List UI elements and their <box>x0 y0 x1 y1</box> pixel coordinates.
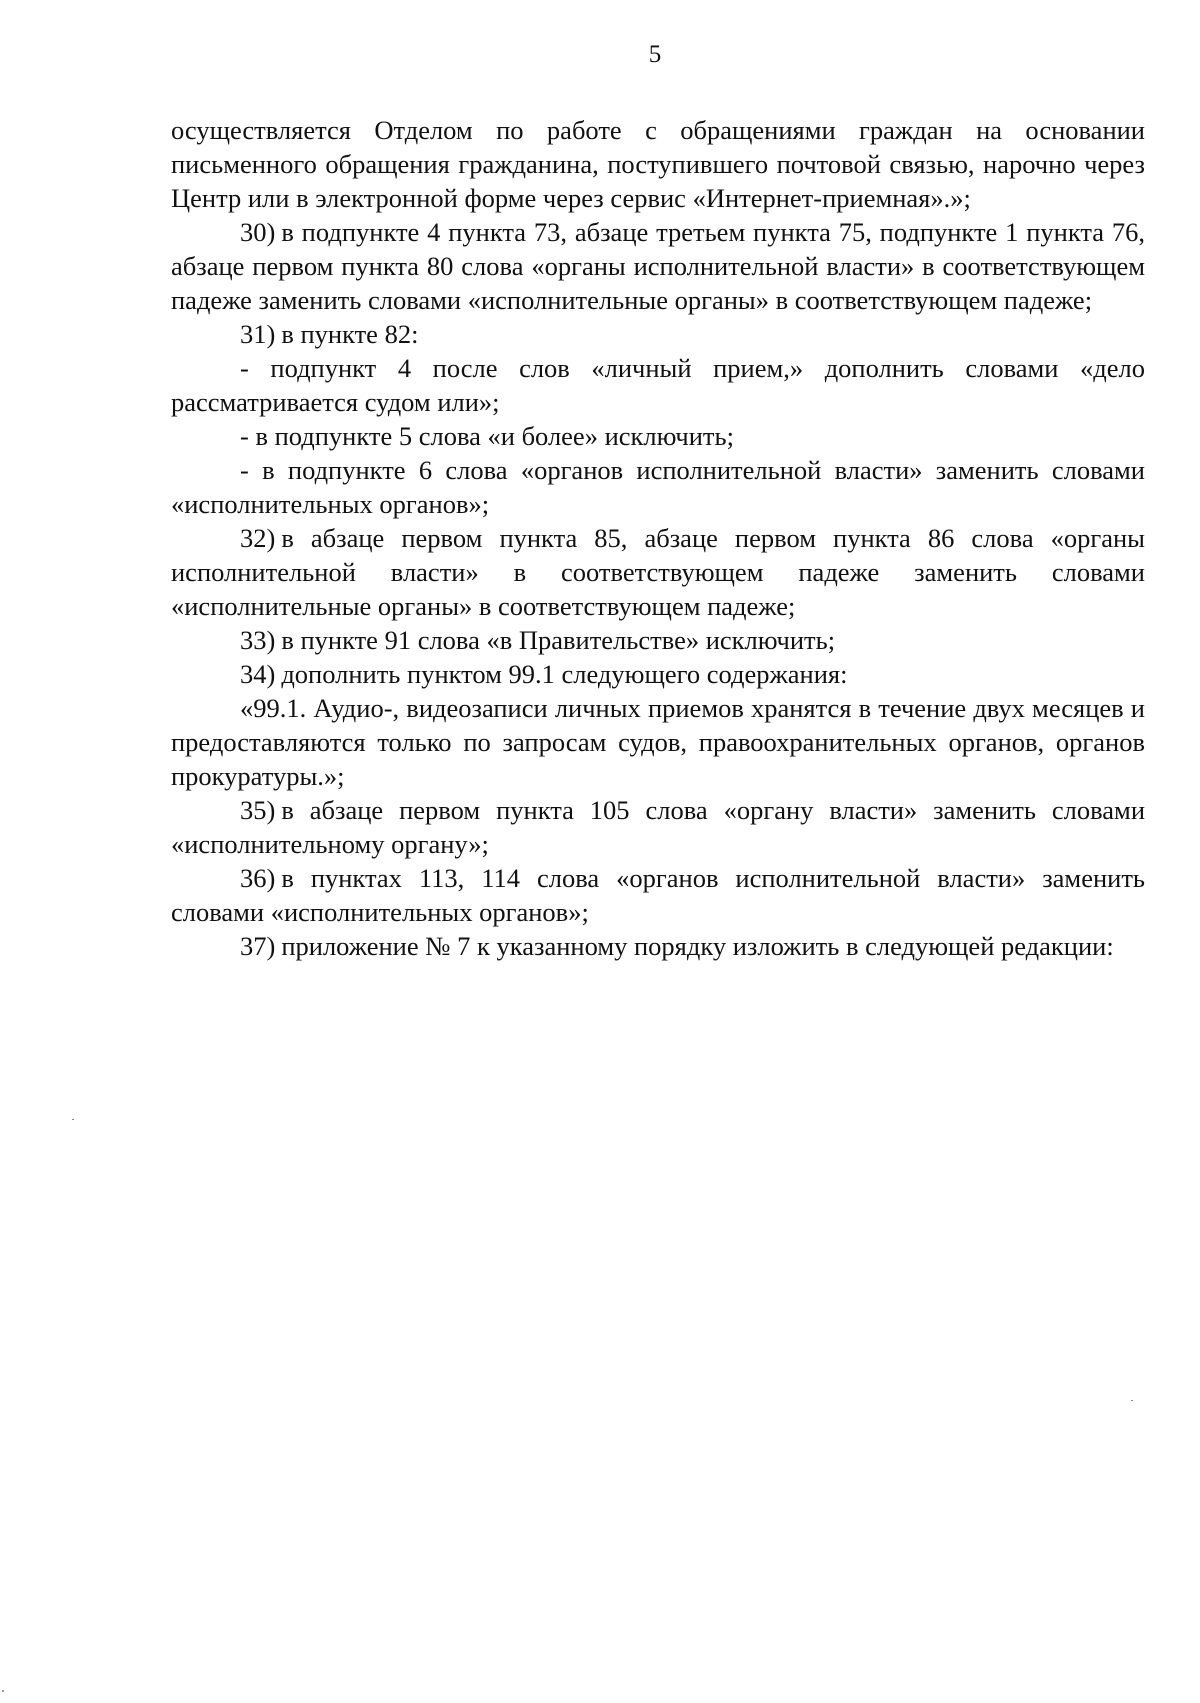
list-item-34 <box>171 657 1145 691</box>
list-item-33 <box>171 623 1145 657</box>
sub-item-text: - подпункт 4 после слов «личный прием,» дополнить словами «дело рассматривается судом или»; <box>171 353 1145 417</box>
item-text: приложение № 7 к указанному порядку изложить в следующей редакции: <box>281 931 1114 961</box>
item-text: в подпункте 4 пункта 73, абзаце третьем пункта 75, подпункте 1 пункта 76, абзаце первом пункта 80 слова «органы исполнительной власти» в соответствующем падеже заменить словами «исполнительные органы» в соответствующем падеже; <box>171 217 1145 315</box>
item-text: дополнить пунктом 99.1 следующего содержания: <box>281 659 848 689</box>
list-item-36 <box>171 861 1145 929</box>
paragraph-text: осуществляется Отделом по работе с обращениями граждан на основании письменного обращения гражданина, поступившего почтовой связью, нарочно через Центр или в электронной форме через сервис «Интернет-приемная».»; <box>171 115 1145 213</box>
page-number: 5 <box>648 41 662 68</box>
item-number: 37) <box>240 931 276 961</box>
list-item-32 <box>171 521 1145 623</box>
list-item-37 <box>171 929 1145 963</box>
list-item-30 <box>171 215 1145 317</box>
sub-item-2 <box>171 419 1145 453</box>
item-number: 36) <box>240 863 276 893</box>
document-body <box>171 113 1145 963</box>
item-number: 32) <box>240 523 276 553</box>
item-number: 33) <box>240 625 276 655</box>
sub-item-text: - в подпункте 5 слова «и более» исключить; <box>240 421 734 451</box>
sub-item-3 <box>171 453 1145 521</box>
sub-item-text: - в подпункте 6 слова «органов исполнительной власти» заменить словами «исполнительных органов»; <box>171 455 1145 519</box>
item-text: в пунктах 113, 114 слова «органов исполнительной власти» заменить словами «исполнительных органов»; <box>171 863 1145 927</box>
item-number: 31) <box>240 319 276 349</box>
scan-speck <box>1131 1400 1133 1401</box>
quoted-paragraph <box>171 691 1145 793</box>
list-item-31 <box>171 317 1145 351</box>
scan-speck <box>72 1119 74 1120</box>
sub-item-1 <box>171 351 1145 419</box>
paragraph-continuation <box>171 113 1145 215</box>
list-item-35 <box>171 793 1145 861</box>
item-number: 34) <box>240 659 276 689</box>
scan-speck <box>2 1690 4 1692</box>
quoted-text: «99.1. Аудио-, видеозаписи личных приемов хранятся в течение двух месяцев и предоставляются только по запросам судов, правоохранительных органов, органов прокуратуры.»; <box>171 693 1145 791</box>
item-text: в абзаце первом пункта 105 слова «органу власти» заменить словами «исполнительному органу»; <box>171 795 1145 859</box>
item-text: в абзаце первом пункта 85, абзаце первом пункта 86 слова «органы исполнительной власти» в соответствующем падеже заменить словами «исполнительные органы» в соответствующем падеже; <box>171 523 1145 621</box>
item-number: 35) <box>240 795 276 825</box>
item-number: 30) <box>240 217 276 247</box>
item-text: в пункте 82: <box>281 319 419 349</box>
item-text: в пункте 91 слова «в Правительстве» исключить; <box>281 625 836 655</box>
